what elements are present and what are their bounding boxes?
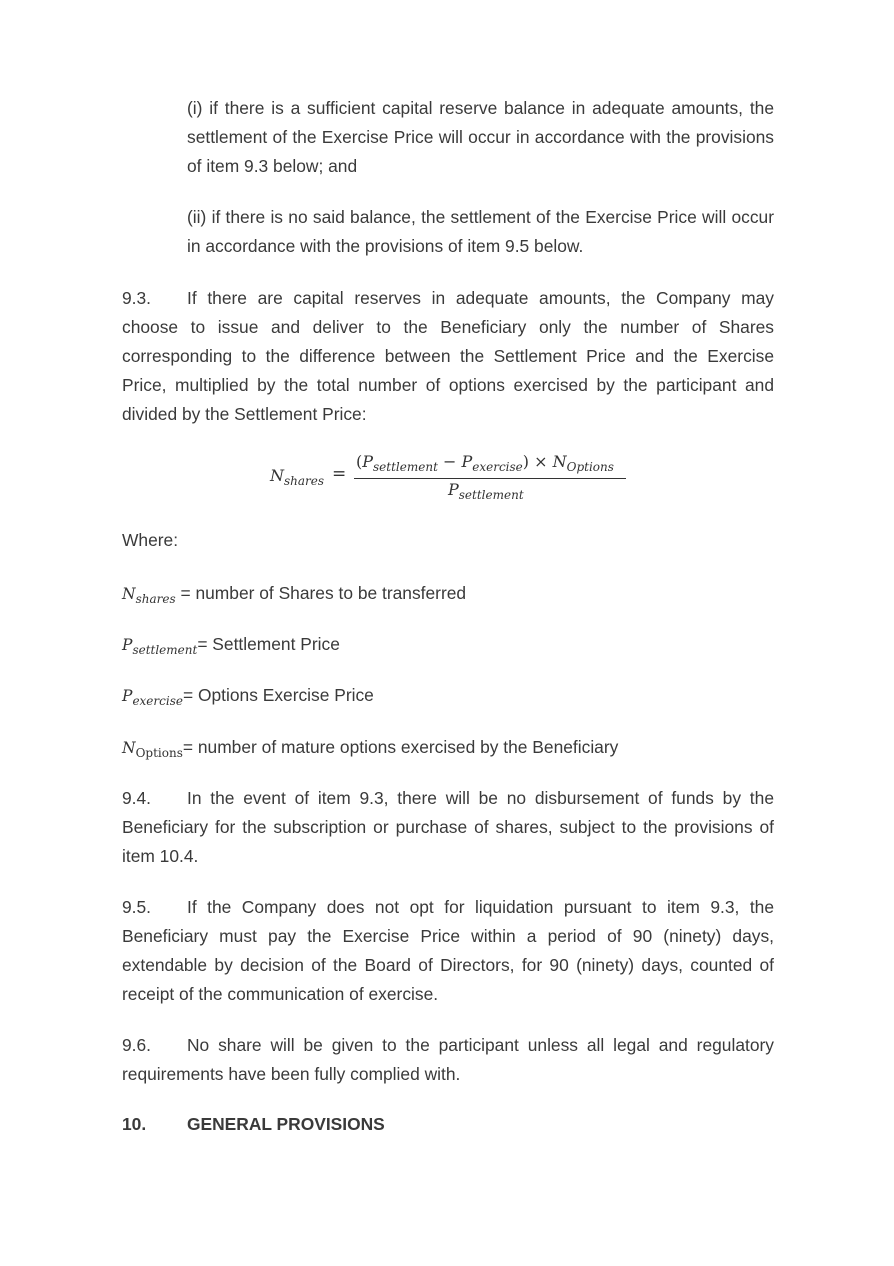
definition-symbol: $P_{exercise}$ <box>122 687 183 708</box>
clause-number: 9.5. <box>122 897 152 917</box>
definition-text: = Settlement Price <box>197 634 340 654</box>
clause-9-2-ii: (ii) if there is no said balance, the settlement of the Exercise Price will occur in accordance with the provisions of item 9.5 below. <box>187 207 774 256</box>
definition-n-options <box>122 734 618 766</box>
definition-p-settlement <box>122 631 340 663</box>
formula-lhs: $N_{shares}$ <box>270 466 325 488</box>
clause-number: 9.6. <box>122 1035 152 1055</box>
clause-9-2-i: (i) if there is a sufficient capital reserve balance in adequate amounts, the settlement of the Exercise Price will occur in accordance with the provisions of item 9.3 below; and <box>187 98 774 176</box>
clause-9-3 <box>122 284 774 429</box>
clause-text: If there are capital reserves in adequate amounts, the Company may choose to issue and deliver to the Beneficiary only the number of Shares corresponding to the difference between the Settlement Price and the Exercise Price, multiplied by the total number of options exercised by the participant and divided by the Settlement Price: <box>122 288 774 424</box>
definition-text: = number of mature options exercised by the Beneficiary <box>182 737 619 757</box>
definition-symbol: $N_{Options}$ <box>122 739 183 760</box>
clause-text: If the Company does not opt for liquidation pursuant to item 9.3, the Beneficiary must pay the Exercise Price within a period of 90 (ninety) days, extendable by decision of the Board of Directors, for 90 (ninety) days, counted of receipt of the communication of exercise. <box>122 897 774 1004</box>
clause-number: 9.3. <box>122 288 152 308</box>
section-title: GENERAL PROVISIONS <box>187 1114 385 1134</box>
clause-text: In the event of item 9.3, there will be no disbursement of funds by the Beneficiary for the subscription or purchase of shares, subject to the provisions of item 10.4. <box>122 788 774 866</box>
where-label: Where: <box>122 530 179 550</box>
formula-equals: = <box>332 464 347 484</box>
section-number: 10. <box>122 1114 147 1134</box>
fraction-bar <box>354 478 626 479</box>
clause-9-6 <box>122 1031 774 1089</box>
formula-numerator: $(P_{settlement} - P_{exercise}) \times N_{Options}$ <box>356 452 614 474</box>
shares-formula <box>270 450 650 510</box>
formula-denominator: $P_{settlement}$ <box>448 480 524 502</box>
definition-text: = Options Exercise Price <box>182 685 374 705</box>
clause-9-5 <box>122 893 774 1009</box>
definition-n-shares <box>122 580 466 612</box>
definition-symbol: $N_{shares}$ <box>122 585 176 606</box>
clause-text: No share will be given to the participant unless all legal and regulatory requirements have been fully complied with. <box>122 1035 774 1084</box>
definition-symbol: $P_{settlement}$ <box>122 636 198 657</box>
definition-p-exercise <box>122 682 374 714</box>
clause-number: 9.4. <box>122 788 152 808</box>
definition-text: = number of Shares to be transferred <box>180 583 467 603</box>
clause-9-4 <box>122 784 774 871</box>
section-10-heading <box>122 1110 385 1139</box>
